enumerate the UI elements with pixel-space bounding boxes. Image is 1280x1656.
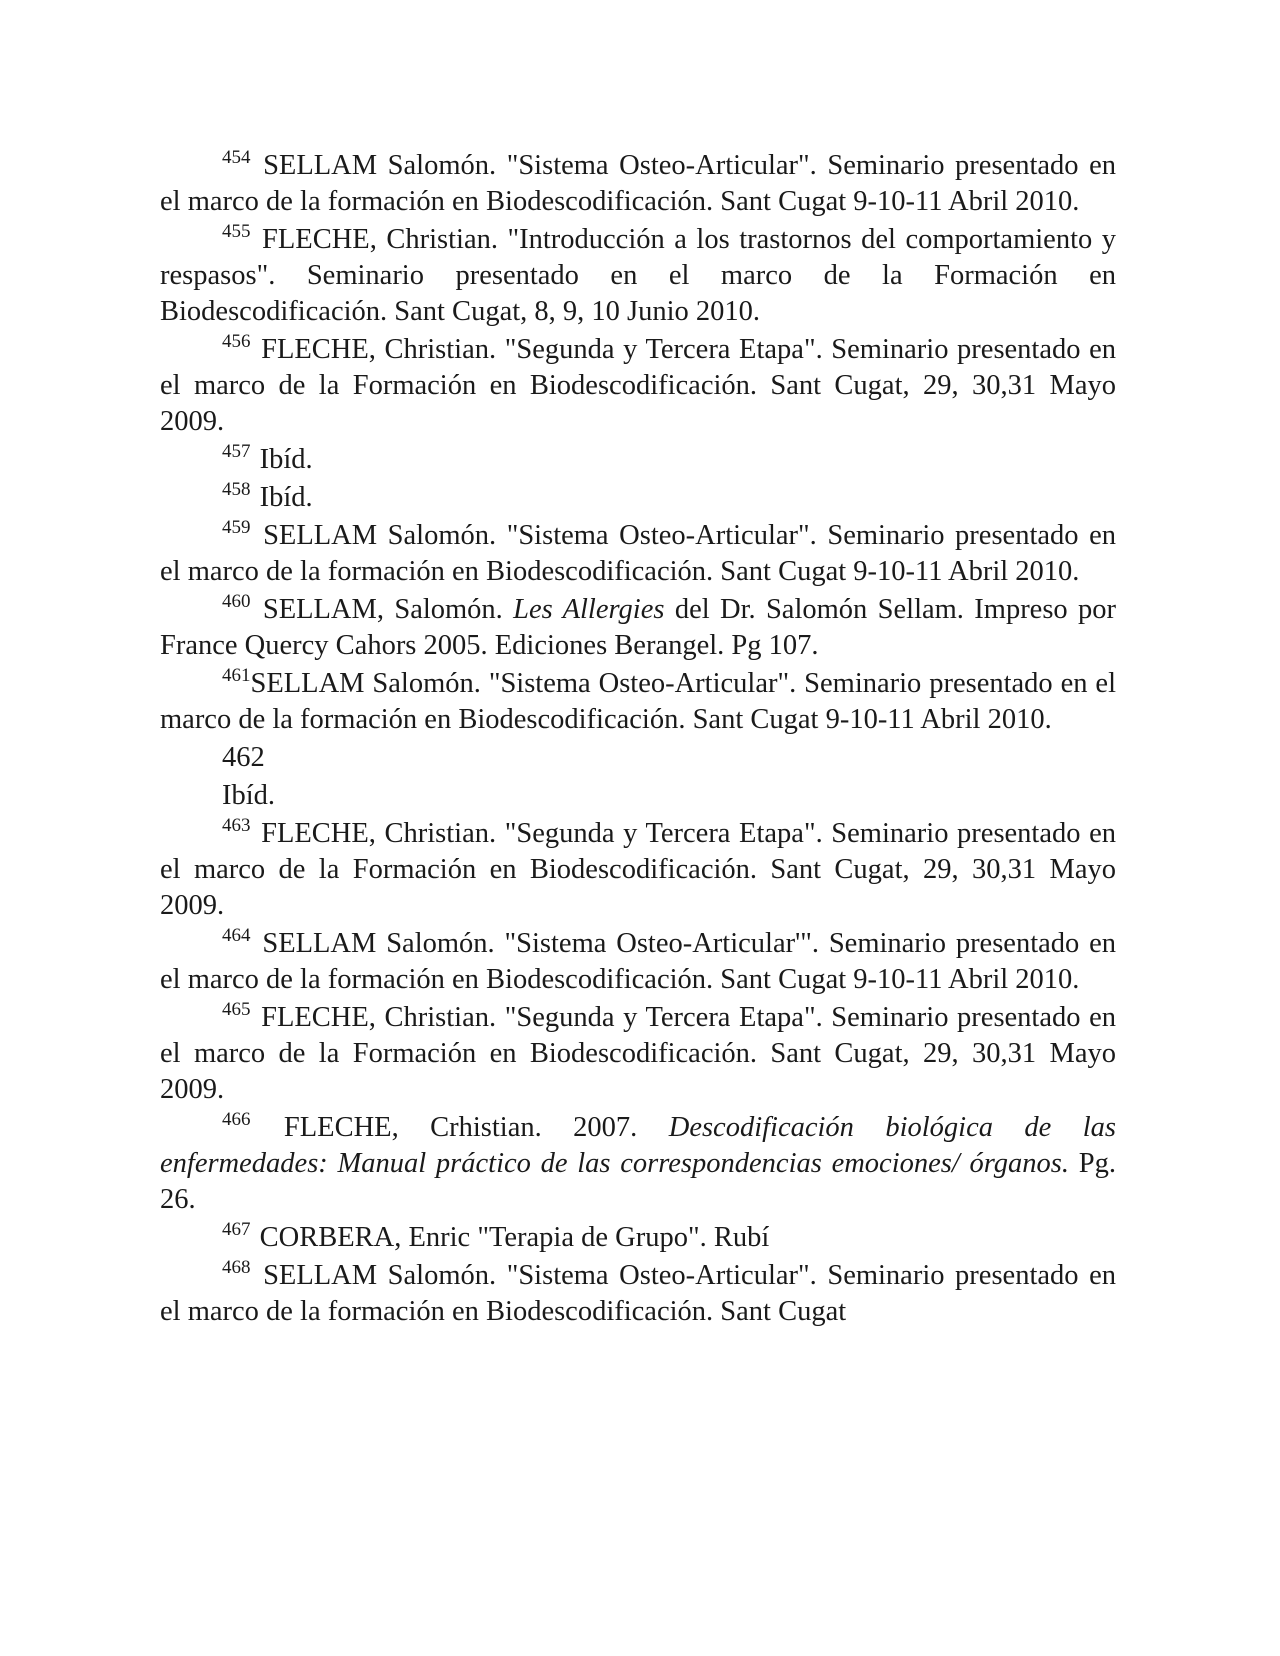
footnote-book-title: Descodificación biológica de las enfermedades: Manual práctico de las correspondencias emociones/ órganos. <box>160 1112 1117 1179</box>
footnote-number: 454 <box>222 147 251 168</box>
footnote-454 <box>160 148 1116 220</box>
footnote-456 <box>160 332 1116 440</box>
footnote-463 <box>160 816 1116 924</box>
footnote-461 <box>160 666 1116 738</box>
footnote-468 <box>160 1258 1116 1330</box>
footnote-text-post: del Dr. Salomón Sellam. Impreso por France Quercy Cahors 2005. Ediciones Berangel. Pg 107. <box>160 594 1117 661</box>
footnote-number: 465 <box>222 999 251 1020</box>
footnote-text: FLECHE, Christian. "Segunda y Tercera Etapa". Seminario presentado en el marco de la Formación en Biodescodificación. Sant Cugat, 29, 30,31 Mayo 2009. <box>160 818 1117 921</box>
footnote-text: Ibíd. <box>259 444 313 475</box>
footnote-text-post: Pg. 26. <box>160 1148 1116 1215</box>
footnote-text: SELLAM Salomón. "Sistema Osteo-Articular". Seminario presentado en el marco de la formación en Biodescodificación. Sant Cugat 9-10-11 Abril 2010. <box>160 668 1116 735</box>
footnote-book-title: Les Allergies <box>513 594 665 625</box>
footnote-number: 464 <box>222 925 251 946</box>
footnote-466 <box>160 1110 1116 1218</box>
footnote-458 <box>160 480 1116 516</box>
footnote-number: 457 <box>222 441 251 462</box>
footnote-459 <box>160 518 1116 590</box>
footnote-number: 461 <box>222 665 251 686</box>
footnote-number: 455 <box>222 221 251 242</box>
footnote-text: SELLAM Salomón. "Sistema Osteo-Articular". Seminario presentado en el marco de la formación en Biodescodificación. Sant Cugat <box>160 1260 1116 1327</box>
footnote-text: FLECHE, Christian. "Segunda y Tercera Etapa". Seminario presentado en el marco de la Formación en Biodescodificación. Sant Cugat, 29, 30,31 Mayo 2009. <box>160 1002 1117 1105</box>
footnote-462-number: 462 <box>222 742 265 773</box>
footnote-465 <box>160 1000 1116 1108</box>
footnote-number: 456 <box>222 331 251 352</box>
footnote-text-pre: FLECHE, Crhistian. 2007. <box>283 1112 638 1143</box>
footnote-460 <box>160 592 1116 664</box>
footnote-457 <box>160 442 1116 478</box>
footnote-462-text: Ibíd. <box>222 780 276 811</box>
footnote-number: 458 <box>222 479 251 500</box>
footnote-number: 467 <box>222 1219 251 1240</box>
footnote-464 <box>160 926 1116 998</box>
footnote-text: FLECHE, Christian. "Introducción a los trastornos del comportamiento y respasos". Seminario presentado en el marco de la Formación en Biodescodificación. Sant Cugat, 8, 9, 10 Junio 2010. <box>160 224 1117 327</box>
footnote-number: 468 <box>222 1257 251 1278</box>
footnote-455 <box>160 222 1116 330</box>
footnote-number: 463 <box>222 815 251 836</box>
footnote-text: FLECHE, Christian. "Segunda y Tercera Etapa". Seminario presentado en el marco de la Formación en Biodescodificación. Sant Cugat, 29, 30,31 Mayo 2009. <box>160 334 1117 437</box>
footnote-text: CORBERA, Enric "Terapia de Grupo". Rubí <box>259 1222 770 1253</box>
footnote-text-pre: SELLAM, Salomón. <box>262 594 503 625</box>
footnote-number: 460 <box>222 591 251 612</box>
footnote-number: 466 <box>222 1109 251 1130</box>
footnote-text: Ibíd. <box>259 482 313 513</box>
footnote-467 <box>160 1220 1116 1256</box>
footnote-number: 459 <box>222 517 251 538</box>
footnote-text: SELLAM Salomón. "Sistema Osteo-Articular". Seminario presentado en el marco de la formación en Biodescodificación. Sant Cugat 9-10-11 Abril 2010. <box>160 520 1116 587</box>
footnote-text: SELLAM Salomón. "Sistema Osteo-Articular". Seminario presentado en el marco de la formación en Biodescodificación. Sant Cugat 9-10-11 Abril 2010. <box>160 150 1116 217</box>
footnote-text: SELLAM Salomón. "Sistema Osteo-Articular'". Seminario presentado en el marco de la formación en Biodescodificación. Sant Cugat 9-10-11 Abril 2010. <box>160 928 1117 995</box>
footnotes-page <box>160 148 1116 1332</box>
